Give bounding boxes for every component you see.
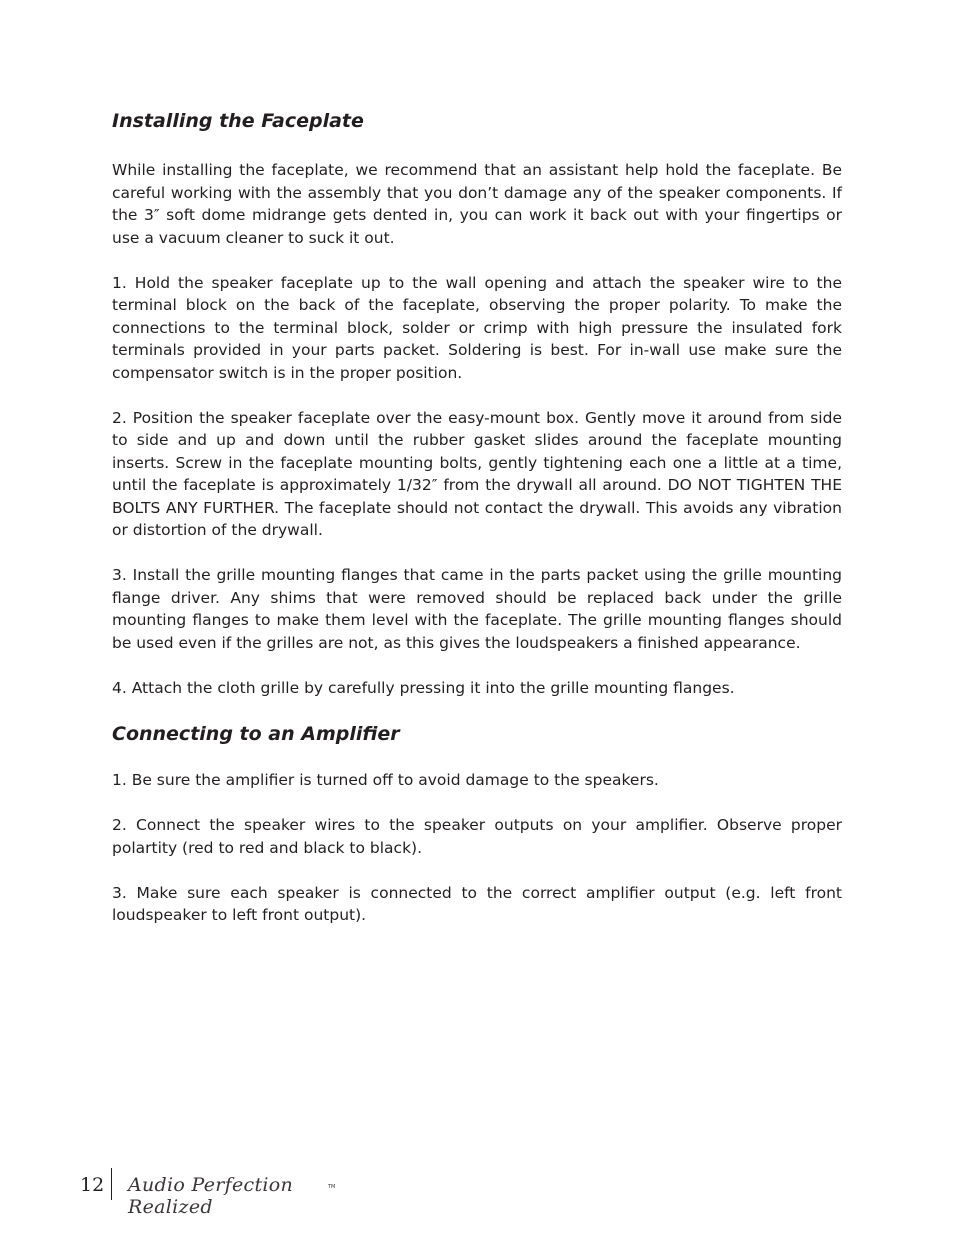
install-step-1: 1. Hold the speaker faceplate up to the wall opening and attach the speaker wire to the terminal block on the back of the faceplate, observing the proper polarity. To make the connections to the terminal block, solder or crimp with high pressure the insulated fork terminals provided in your parts packet. Soldering is best. For in-wall use make sure the compensator switch is in the proper position. bbox=[112, 273, 842, 382]
install-step-3: 3. Install the grille mounting flanges that came in the parts packet using the grille mounting flange driver. Any shims that were removed should be replaced back under the grille mounting flanges to make them level with the faceplate. The grille mounting flanges should be used even if the grilles are not, as this gives the loudspeakers a finished appearance. bbox=[112, 566, 842, 652]
section-heading-connecting-amplifier: Connecting to an Amplifier bbox=[112, 723, 400, 745]
intro-paragraph: While installing the faceplate, we recommend that an assistant help hold the faceplate. Be careful working with the assembly that you don’t damage any of the speaker components. If the 3″ soft dome midrange gets dented in, you can work it back out with your fingertips or use a vacuum cleaner to suck it out. bbox=[112, 161, 842, 247]
amp-step-3: 3. Make sure each speaker is connected to the correct amplifier output (e.g. left front loudspeaker to left front output). bbox=[112, 883, 842, 924]
install-step-4: 4. Attach the cloth grille by carefully pressing it into the grille mounting flanges. bbox=[112, 678, 735, 697]
page-content bbox=[112, 104, 842, 927]
footer-tagline: Audio Perfection Realized bbox=[128, 1174, 294, 1218]
section-heading-installing-faceplate: Installing the Faceplate bbox=[112, 110, 364, 132]
trademark-mark: TM bbox=[328, 1184, 336, 1190]
page-number: 12 bbox=[80, 1174, 105, 1196]
amp-step-2: 2. Connect the speaker wires to the speaker outputs on your amplifier. Observe proper polartity (red to red and black to black). bbox=[112, 816, 842, 857]
footer-divider bbox=[111, 1168, 112, 1200]
page-footer bbox=[80, 1168, 380, 1218]
amp-step-1: 1. Be sure the amplifier is turned off to avoid damage to the speakers. bbox=[112, 771, 659, 789]
install-step-2: 2. Position the speaker faceplate over the easy-mount box. Gently move it around from side to side and up and down until the rubber gasket slides around the faceplate mounting inserts. Screw in the faceplate mounting bolts, gently tightening each one a little at a time, until the faceplate is approximately 1/32″ from the drywall all around. DO NOT TIGHTEN THE BOLTS ANY FURTHER. The faceplate should not contact the drywall. This avoids any vibration or distortion of the drywall. bbox=[112, 408, 842, 539]
